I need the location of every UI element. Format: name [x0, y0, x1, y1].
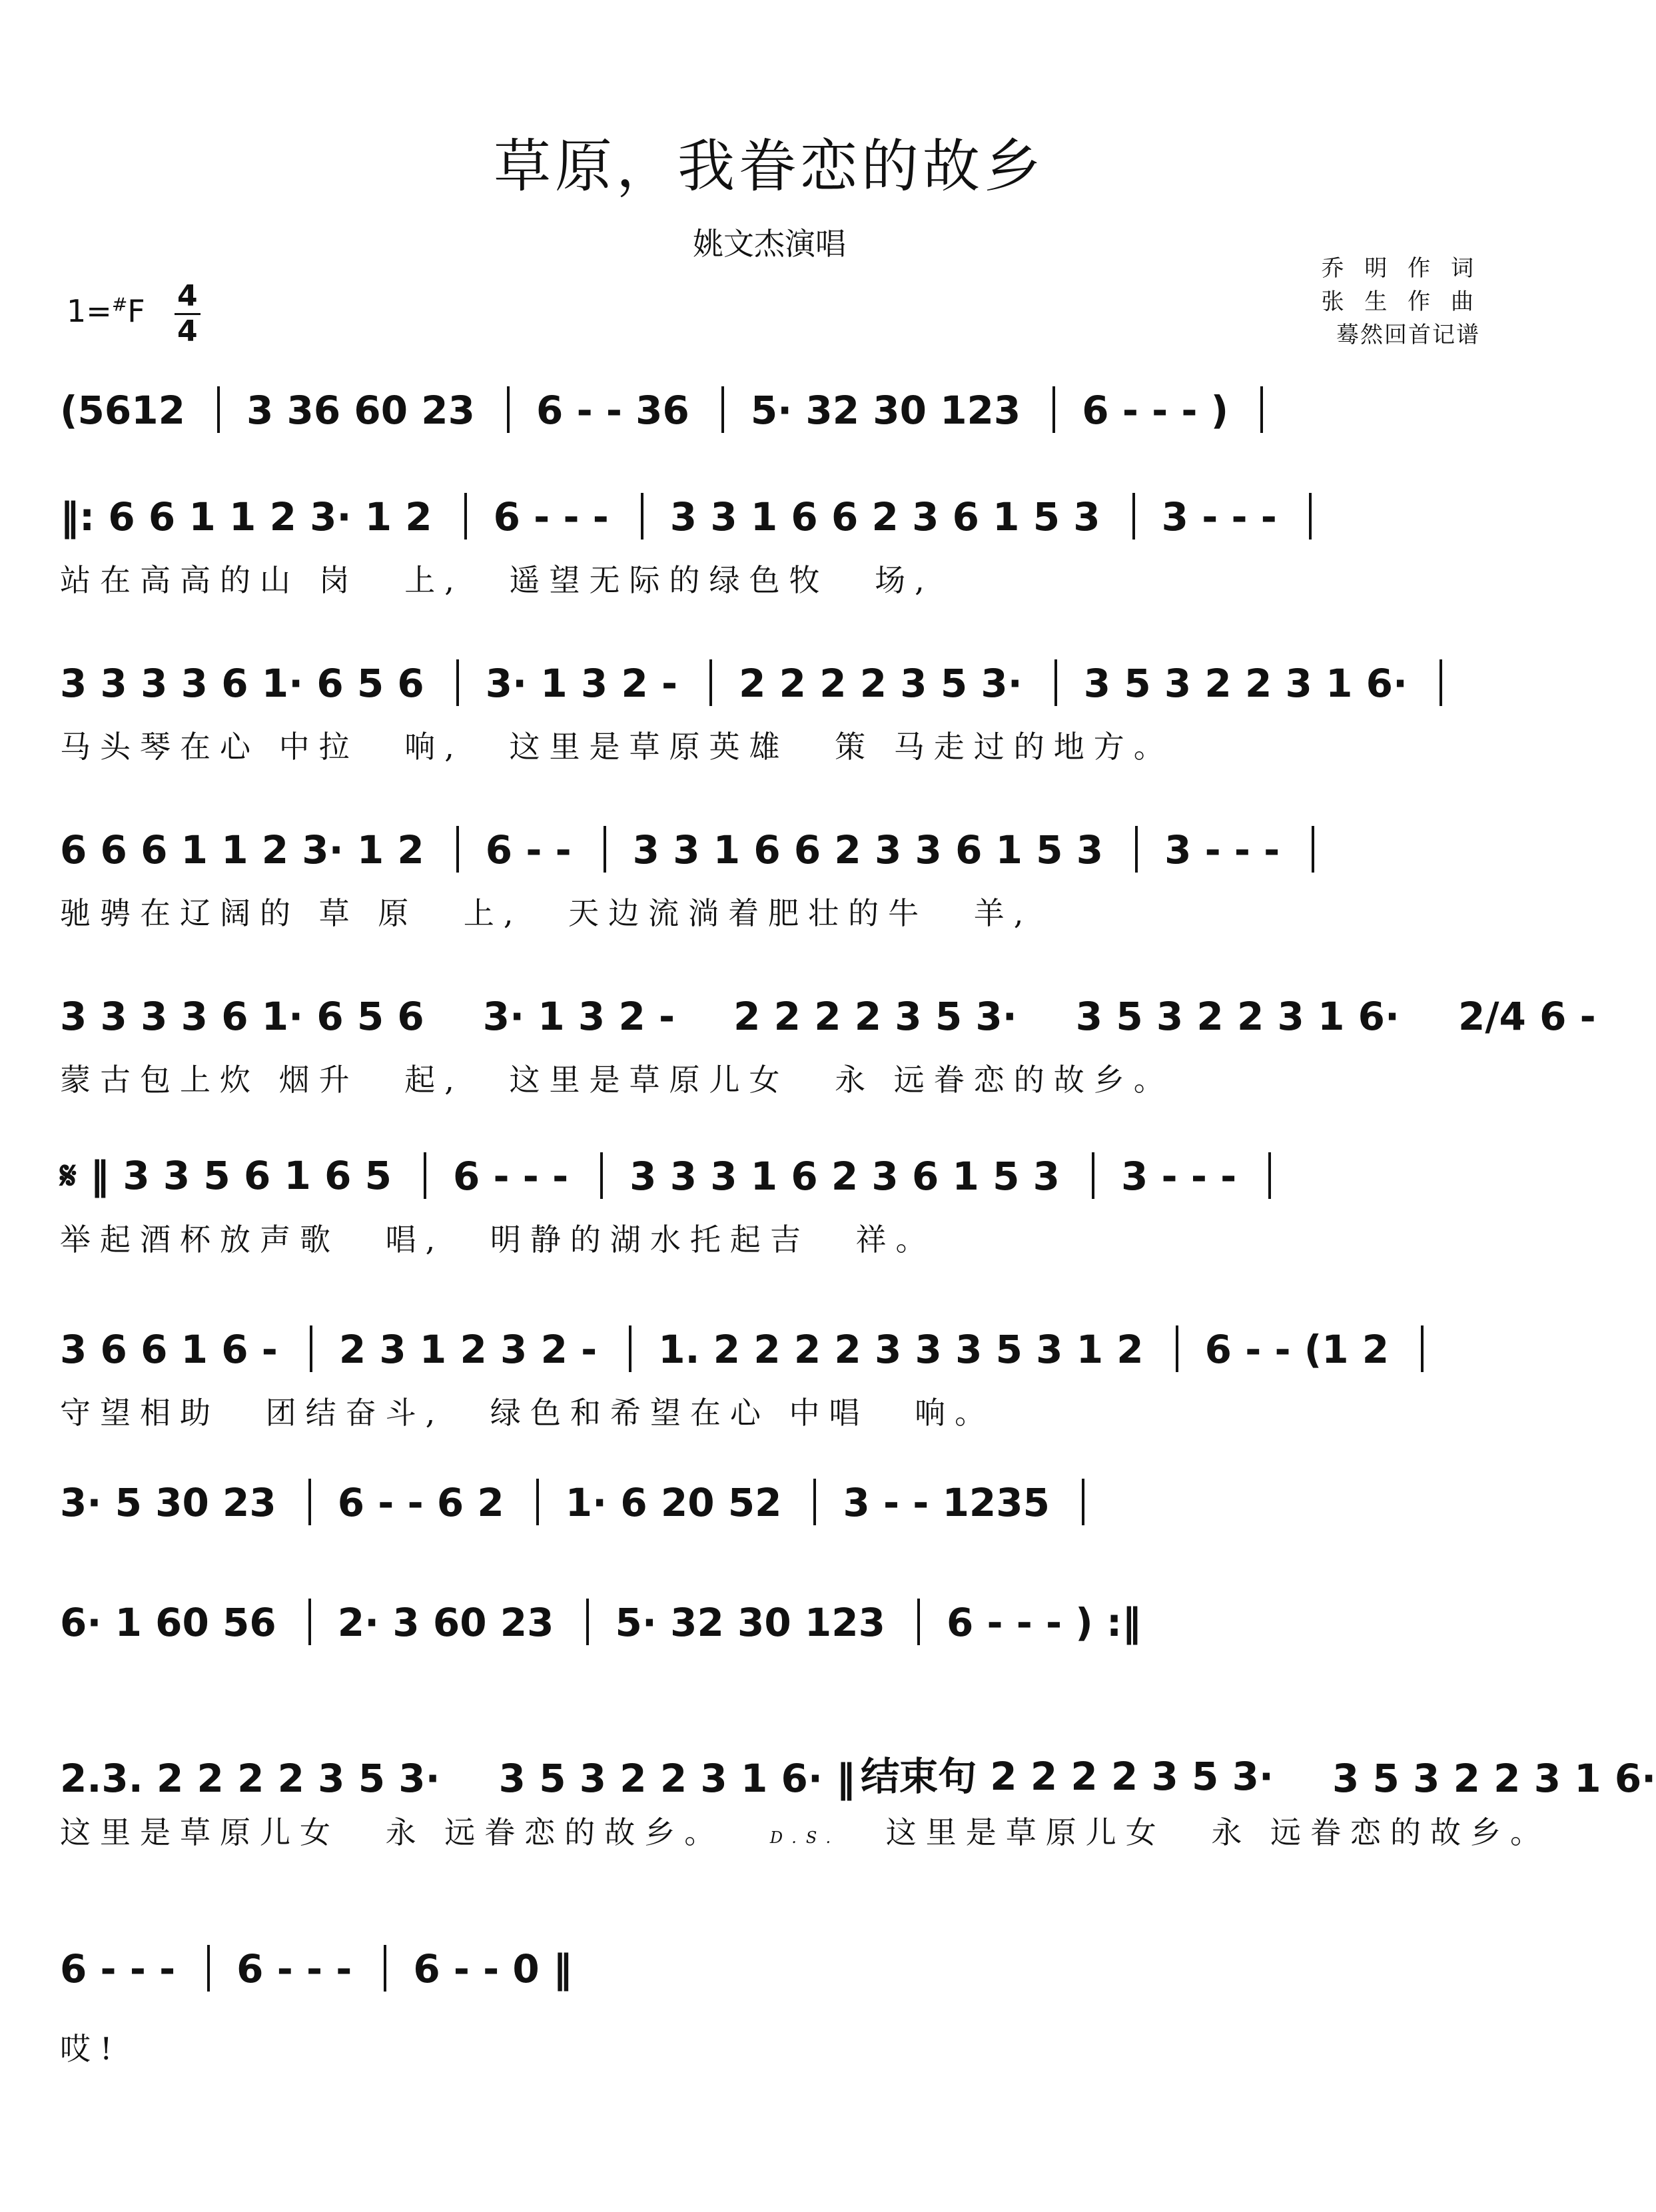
singer-credit: 姚文杰演唱 [693, 226, 846, 262]
measure: 2 3 1 2 3 2 - [338, 1327, 598, 1372]
barline [308, 1479, 311, 1525]
barline [536, 1479, 539, 1525]
measure: 6 - - - [60, 1946, 176, 1992]
barline [308, 1599, 311, 1645]
lyric-phrase: 绿色和希望在心 中唱 [490, 1395, 869, 1431]
lyric-phrase: 羊, [973, 895, 1033, 931]
notes-line [60, 1152, 1499, 1199]
lyric-line [60, 2025, 149, 2069]
barline [456, 659, 459, 706]
lyric-phrase: 响。 [915, 1395, 995, 1431]
notes-line [60, 1325, 1499, 1372]
measure: 6 - - - ) :‖ [946, 1600, 1142, 1645]
measure: 3 5 3 2 2 3 1 6· [1083, 661, 1408, 706]
lyric-line [60, 889, 1059, 933]
measure: (5612 [60, 388, 185, 433]
ds-mark: D.S. [769, 1828, 841, 1847]
barline [507, 386, 510, 433]
lyric-line [60, 723, 1200, 767]
lyric-phrase: 天边流淌着肥壮的牛 [568, 895, 929, 931]
measure: 3 5 3 2 2 3 1 6· [1075, 994, 1400, 1039]
notes-line [60, 386, 1499, 433]
measure: 3 - - 1235 [843, 1480, 1050, 1525]
measure: 6· 1 60 56 [60, 1600, 276, 1645]
measure: ‖: 6 6 1 1 2 3· 1 2 [60, 494, 432, 540]
measure: 3 5 3 2 2 3 1 6· ‖ [498, 1756, 856, 1801]
lyric-phrase: 团结奋斗, [265, 1395, 445, 1431]
measure: 3· 1 3 2 - [485, 661, 678, 706]
lyric-line [60, 1808, 1577, 1852]
lyric-line [60, 556, 961, 600]
lyricist-credit: 乔 明 作 词 [1321, 255, 1480, 282]
measure: 2· 3 60 23 [337, 1600, 554, 1645]
measure: 2/4 6 - [1458, 994, 1596, 1039]
notes-line [60, 826, 1499, 873]
sharp-sign: # [111, 293, 128, 316]
lyric-phrase: 永 远眷恋的故乡。 [385, 1814, 725, 1850]
transcriber-credit: 蓦然回首记谱 [1336, 322, 1480, 348]
notes-line [60, 992, 1596, 1039]
barline [1135, 826, 1138, 873]
measure: 6 - - - [493, 494, 609, 540]
lyric-phrase: 策 马走过的地方。 [835, 729, 1174, 765]
lyric-phrase: 哎! [60, 2031, 122, 2067]
measure: 3 6 6 1 6 - [60, 1327, 278, 1372]
measure: 6 - - [485, 827, 572, 873]
measure: 6 - - - [452, 1154, 569, 1199]
barline [586, 1599, 589, 1645]
lyric-phrase: 起, [404, 1062, 464, 1098]
measure: 3 36 60 23 [246, 388, 476, 433]
measure: 6 - - 0 ‖ [413, 1946, 572, 1992]
measure: 6 - - - ) [1082, 388, 1229, 433]
barline [709, 659, 712, 706]
lyric-phrase: 场, [875, 562, 934, 598]
lyric-phrase: 这里是草原儿女 [509, 1062, 789, 1098]
lyric-phrase: 蒙古包上炊 烟升 [60, 1062, 359, 1098]
lyric-phrase: 响, [404, 729, 464, 765]
measure: 6 6 6 1 1 2 3· 1 2 [60, 827, 424, 873]
measure: 1· 6 20 52 [565, 1480, 782, 1525]
lyric-line [60, 1056, 1200, 1100]
lyric-phrase: 驰骋在辽阔的 草 原 [60, 895, 418, 931]
barline [604, 826, 606, 873]
measure: 5· 32 30 123 [615, 1600, 885, 1645]
measure: 3 - - - [1164, 827, 1280, 873]
measure: 1. 2 2 2 2 3 3 3 5 3 1 2 [658, 1327, 1144, 1372]
lyric-phrase: 祥。 [855, 1222, 936, 1258]
measure: 3 - - - [1161, 494, 1277, 540]
barline [721, 386, 724, 433]
measure: 3· 1 3 2 - [482, 994, 675, 1039]
measure: 𝄋 ‖ 3 3 5 6 1 6 5 [60, 1153, 392, 1198]
time-numerator: 4 [175, 280, 201, 315]
barline [424, 1152, 426, 1199]
measure: 3 3 3 1 6 2 3 6 1 5 3 [629, 1154, 1060, 1199]
barline [813, 1479, 816, 1525]
barline [1309, 493, 1312, 540]
lyric-phrase: 唱, [385, 1222, 445, 1258]
page-title: 草原，我眷恋的故乡 [494, 133, 1045, 200]
notes-line [60, 1599, 1499, 1645]
measure: 6 - - 6 2 [337, 1480, 504, 1525]
lyric-phrase: 举起酒杯放声歌 [60, 1222, 340, 1258]
barline [1176, 1325, 1178, 1372]
composer-credit: 张 生 作 曲 [1321, 288, 1480, 315]
barline [1440, 659, 1442, 706]
lyric-phrase: 明静的湖水托起吉 [490, 1222, 810, 1258]
measure: 3 3 3 3 6 1· 6 5 6 [60, 994, 424, 1039]
lyric-phrase: 永 远眷恋的故乡。 [1211, 1814, 1550, 1850]
lyric-phrase: 这里是草原儿女 [60, 1814, 340, 1850]
lyric-phrase: 这里是草原儿女 [885, 1814, 1166, 1850]
barline [641, 493, 643, 540]
lyric-phrase: 站在高高的山 岗 [60, 562, 359, 598]
lyric-phrase: 上, [404, 562, 464, 598]
barline [1052, 386, 1055, 433]
barline [456, 826, 459, 873]
barline [600, 1152, 603, 1199]
measure: 3 3 1 6 6 2 3 3 6 1 5 3 [632, 827, 1104, 873]
time-denominator: 4 [177, 314, 198, 348]
barline [310, 1325, 312, 1372]
key-prefix: 1= [67, 293, 112, 329]
measure: 3 3 1 6 6 2 3 6 1 5 3 [669, 494, 1100, 540]
key-signature [67, 293, 145, 329]
barline [1082, 1479, 1084, 1525]
barline [1092, 1152, 1094, 1199]
measure: 2.3. 2 2 2 2 3 5 3· [60, 1756, 440, 1801]
measure: 2 2 2 2 3 5 3· [739, 661, 1023, 706]
lyric-phrase: 这里是草原英雄 [509, 729, 789, 765]
barline [384, 1945, 386, 1992]
lyric-line [60, 1216, 963, 1260]
notes-line [60, 1945, 1499, 1992]
barline [1312, 826, 1314, 873]
barline [1132, 493, 1135, 540]
barline [629, 1325, 631, 1372]
measure: 3 3 3 3 6 1· 6 5 6 [60, 661, 424, 706]
barline [1268, 1152, 1271, 1199]
measure: 6 - - 36 [536, 388, 689, 433]
notes-line [60, 1745, 1656, 1801]
barline [217, 386, 220, 433]
barline [1421, 1325, 1424, 1372]
barline [1054, 659, 1057, 706]
lyric-phrase: 守望相助 [60, 1395, 220, 1431]
barline [207, 1945, 210, 1992]
lyric-phrase: 马头琴在心 中拉 [60, 729, 359, 765]
measure: 5· 32 30 123 [750, 388, 1021, 433]
lyric-phrase: 遥望无际的绿色牧 [509, 562, 829, 598]
lyric-line [60, 1389, 1021, 1433]
measure: 6 - - - [236, 1946, 352, 1992]
lyric-phrase: 永 远眷恋的故乡。 [835, 1062, 1174, 1098]
measure: 3 5 3 2 2 3 1 6· [1332, 1756, 1656, 1801]
notes-line [60, 659, 1499, 706]
barline [1260, 386, 1263, 433]
lyric-phrase: 上, [463, 895, 523, 931]
measure: 结束句 2 2 2 2 3 5 3· [861, 1754, 1274, 1799]
measure: 2 2 2 2 3 5 3· [733, 994, 1017, 1039]
measure: 6 - - (1 2 [1204, 1327, 1390, 1372]
time-signature [175, 280, 201, 348]
notes-line [60, 493, 1499, 540]
notes-line [60, 1479, 1499, 1525]
barline [464, 493, 467, 540]
key-note: F [127, 293, 145, 329]
barline [917, 1599, 920, 1645]
measure: 3· 5 30 23 [60, 1480, 276, 1525]
measure: 3 - - - [1121, 1154, 1237, 1199]
